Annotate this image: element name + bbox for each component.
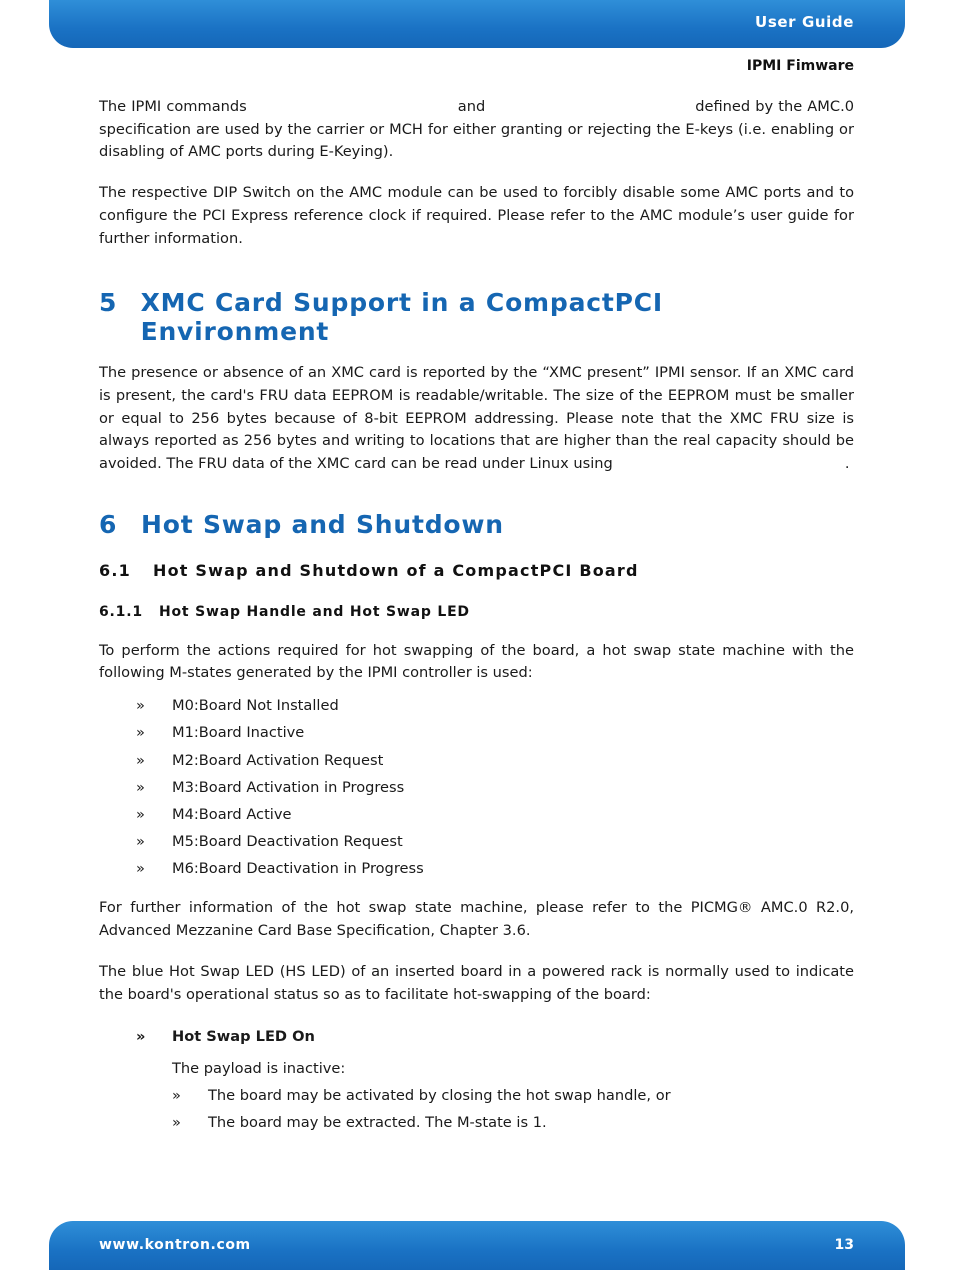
state-machine-reference-paragraph: For further information of the hot swap state machine, please refer to the PICMG® AMC.0 R2.0, Advanced Mezzanine Card Base Specification, Chapter 3.6. (99, 899, 854, 940)
hs-led-on-text: The payload is inactive: (172, 1060, 346, 1078)
section-6-heading (99, 510, 854, 539)
mstate-list (99, 695, 854, 885)
section-6-title: Hot Swap and Shutdown (141, 509, 504, 539)
header-band (49, 0, 905, 48)
list-item: » M6:Board Deactivation in Progress (99, 858, 854, 885)
list-item: » M0:Board Not Installed (99, 695, 854, 722)
section-5-number: 5 (99, 288, 118, 318)
section-6-1-1-heading (99, 604, 854, 620)
section-6-number: 6 (99, 509, 118, 539)
list-item: » The board may be extracted. The M-state is 1. (99, 1112, 854, 1139)
hs-led-on-list (99, 1085, 854, 1139)
footer-band (49, 1221, 905, 1270)
bullet-mark: » (136, 860, 145, 878)
header-section: IPMI Fimware (746, 58, 854, 74)
list-item: » M5:Board Deactivation Request (99, 831, 854, 858)
section-5-p1-end: . (844, 455, 850, 473)
hs-led-on-heading (99, 1026, 854, 1048)
bullet-mark: » (136, 805, 145, 823)
hs-led-paragraph: The blue Hot Swap LED (HS LED) of an inserted board in a powered rack is normally used to indicate the board's operational status so as to facilitate hot-swapping of the board: (99, 962, 854, 1003)
list-item: » M1:Board Inactive (99, 722, 854, 749)
bullet-mark: » (136, 833, 145, 851)
hs-led-on-title: Hot Swap LED On (172, 1028, 315, 1046)
intro-p1-b: and (457, 98, 486, 115)
section-5-title: XMC Card Support in a CompactPCI Environment (140, 288, 664, 347)
bullet-mark: » (136, 697, 145, 715)
section-6-1-1-title: Hot Swap Handle and Hot Swap LED (159, 603, 470, 620)
section-5-paragraph (99, 362, 854, 476)
bullet-mark: » (172, 1114, 181, 1132)
intro-p1-c: defined by the AMC.0 specification are used by the carrier or MCH for either granting or rejecting the E-keys (i.e. enabling or disabling of AMC ports during E-Keying). (99, 98, 854, 161)
header-title: User Guide (755, 13, 854, 31)
page-number: 13 (834, 1237, 854, 1253)
section-5-p1-a: The presence or absence of an XMC card is reported by the “XMC present” IPMI sensor. If an XMC card is present, the card's FRU data EEPROM is readable/writable. The size of the EEPROM must be smaller or equal to 256 bytes because of 8-bit EEPROM addressing. Please note that the XMC FRU size is always reported as 256 bytes and writing to locations that are higher than the real capacity should be avoided. The FRU data of the XMC card can be read under Linux using (99, 364, 854, 473)
bullet-mark: » (136, 751, 145, 769)
intro-p1-a: The IPMI commands (99, 98, 247, 115)
intro-paragraph-2: The respective DIP Switch on the AMC module can be used to forcibly disable some AMC ports and to configure the PCI Express reference clock if required. Please refer to the AMC module’s user guide for further information. (99, 184, 854, 247)
list-item: » M3:Board Activation in Progress (99, 777, 854, 804)
bullet-mark: » (172, 1087, 181, 1105)
bullet-mark: » (136, 1028, 146, 1046)
section-6-1-1-number: 6.1.1 (99, 603, 143, 620)
hot-swap-intro-paragraph: To perform the actions required for hot swapping of the board, a hot swap state machine with the following M-states generated by the IPMI controller is used: (99, 641, 854, 682)
footer-url[interactable]: www.kontron.com (99, 1237, 251, 1253)
bullet-mark: » (136, 724, 145, 742)
bullet-mark: » (136, 778, 145, 796)
section-6-1-number: 6.1 (99, 560, 131, 580)
section-5-heading (99, 288, 854, 346)
section-6-1-title: Hot Swap and Shutdown of a CompactPCI Board (153, 560, 639, 580)
list-item: » The board may be activated by closing the hot swap handle, or (99, 1085, 854, 1112)
page-content (99, 96, 854, 1139)
intro-paragraph-1 (99, 96, 854, 164)
list-item: » M2:Board Activation Request (99, 750, 854, 777)
list-item: » M4:Board Active (99, 804, 854, 831)
section-6-1-heading (99, 561, 854, 580)
